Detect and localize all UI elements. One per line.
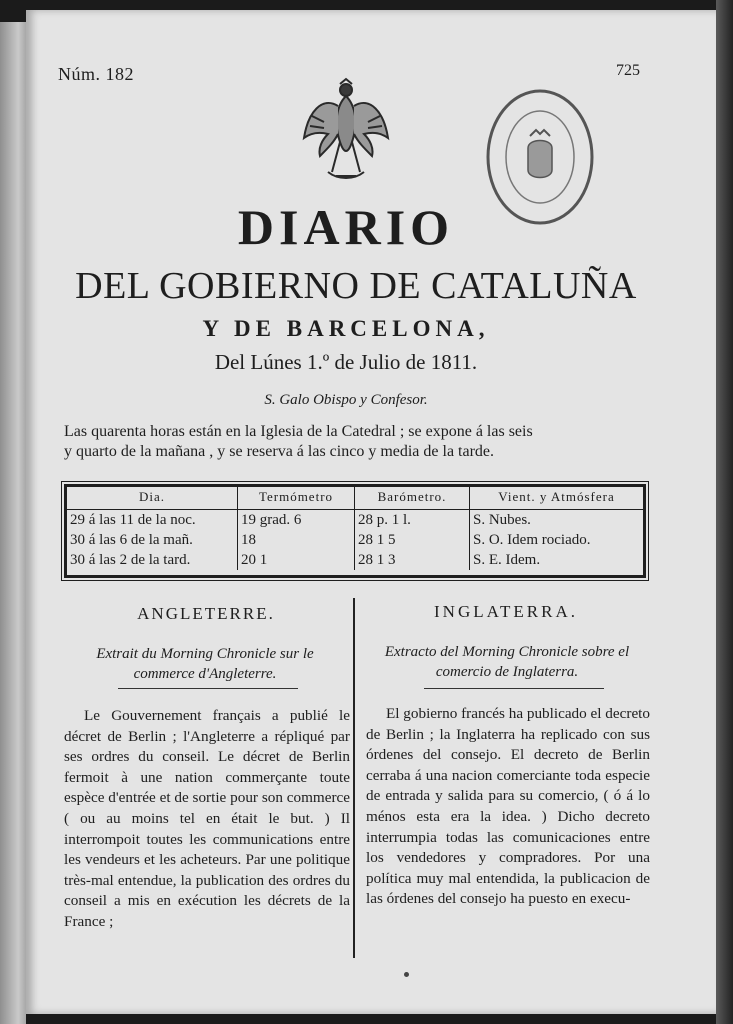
saint-of-day: S. Galo Obispo y Confesor. <box>264 392 428 408</box>
newspaper-page <box>26 10 716 1014</box>
table-cell: 19 grad. 6 <box>238 510 355 531</box>
book-binding-edge <box>716 0 733 1024</box>
table-cell: 28 p. 1 l. <box>355 510 470 531</box>
column-header: Barómetro. <box>355 487 470 510</box>
table-cell: S. Nubes. <box>473 512 531 528</box>
column-header: Termómetro <box>238 487 355 510</box>
table-cell: 30 á las 2 de la tard. <box>67 550 238 570</box>
divider <box>424 688 604 689</box>
facing-page-edge <box>0 22 26 1024</box>
table-cell: S. O. Idem rociado. <box>473 532 591 548</box>
issue-date: Del Lúnes 1.º de Julio de 1811. <box>214 350 478 374</box>
table-row <box>67 510 643 531</box>
table-row <box>67 550 643 570</box>
table-cell: S. E. Idem. <box>473 552 541 568</box>
table-cell: 20 1 <box>238 550 355 570</box>
newspaper-subtitle-city: Y DE BARCELONA, <box>202 316 490 341</box>
column-header: Dia. <box>67 487 238 510</box>
issue-number: Núm. 182 <box>58 64 134 84</box>
article-body-spanish: El gobierno francés ha publicado el decreto de Berlin ; la Inglaterra ha replicado con sus órdenes del consejo. El decreto de Berlin cerraba á una nacion comerciante toda especie de entrada y salida para su comercio, ( ó á lo ménos esta era la idea. ) Dicho decreto interrumpia todas las comunicaciones entre los vendedores y compradores. Por una política muy mal entendida, la publicacion de las órdenes del consejo ha puesto en execu- <box>366 705 650 908</box>
article-body-french: Le Gouvernement français a publié le décret de Berlin ; l'Angleterre a répliqué par ses ordres du conseil. Le décret de Berlin fermoit à une nation commerçante toute espèce d'entrée et de sortie pour son commerce ( ou au moins tel en était le but. ) Il interrompoit toutes les communications entre les vendeurs et les acheteurs. Par une politique très-mal entendue, la publication des ordres du conseil a mis en exécution les décrets de la France ; <box>64 707 350 930</box>
table-cell: 29 á las 11 de la noc. <box>67 510 238 531</box>
church-notice <box>64 422 654 462</box>
weather-table-header <box>67 487 643 510</box>
divider <box>118 688 298 689</box>
weather-table <box>64 484 646 578</box>
column-header: Vient. y Atmósfera <box>470 487 644 510</box>
table-cell: 28 1 5 <box>355 530 470 550</box>
newspaper-title: DIARIO <box>237 199 455 255</box>
newspaper-subtitle: DEL GOBIERNO DE CATALUÑA <box>75 265 637 307</box>
church-notice-line: y quarto de la mañana , y se reserva á las cinco y media de la tarde. <box>64 443 495 460</box>
page-number: 725 <box>616 62 640 79</box>
eagle-emblem-icon <box>298 76 394 198</box>
table-row <box>67 530 643 550</box>
page-mark <box>404 972 409 977</box>
article-subheading-french: Extrait du Morning Chronicle sur le commerce d'Angleterre. <box>96 646 314 682</box>
church-notice-line: Las quarenta horas están en la Iglesia de la Catedral ; se expone á las seis <box>64 423 533 440</box>
article-heading-spanish: INGLATERRA. <box>434 602 578 621</box>
column-divider <box>353 598 355 958</box>
table-cell: 30 á las 6 de la mañ. <box>67 530 238 550</box>
table-cell: 18 <box>238 530 355 550</box>
table-cell: 28 1 3 <box>355 550 470 570</box>
article-subheading-spanish: Extracto del Morning Chronicle sobre el comercio de Inglaterra. <box>384 644 630 680</box>
article-heading-french: ANGLETERRE. <box>137 604 275 623</box>
